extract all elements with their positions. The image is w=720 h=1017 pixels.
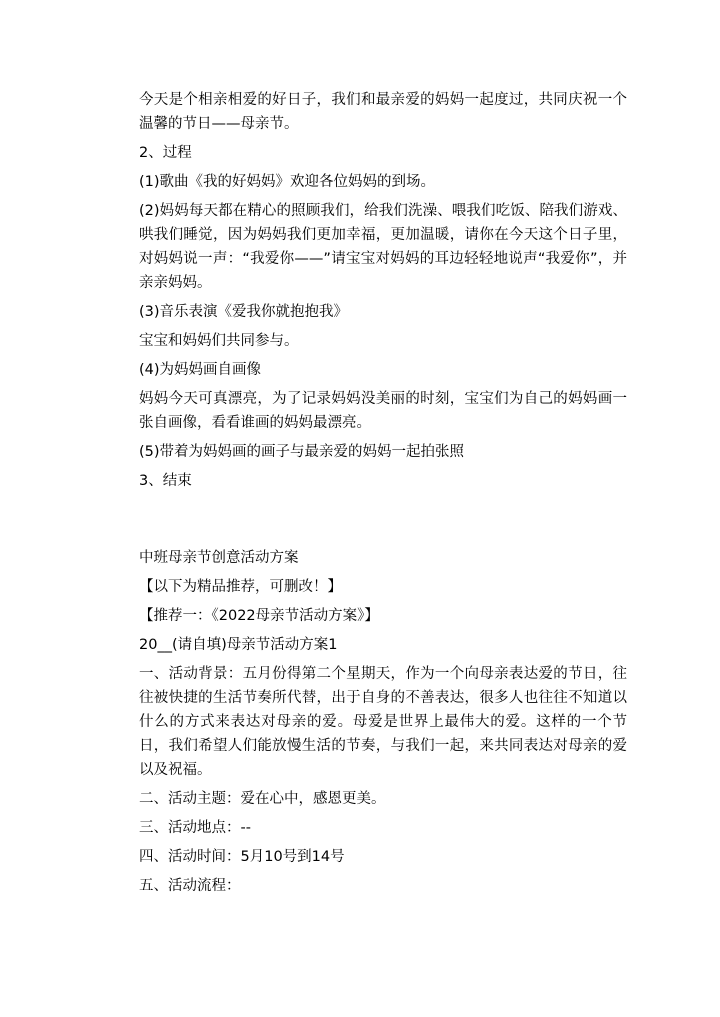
section-title: 中班母亲节创意活动方案 (139, 550, 299, 566)
step-5: (5)带着为妈妈画的画子与最亲爱的妈妈一起拍张照 (139, 444, 465, 460)
activity-time: 四、活动时间：5月10号到14号 (139, 849, 345, 865)
heading-end: 3、结束 (139, 473, 192, 489)
step-3: (3)音乐表演《爱我你就抱抱我》 (139, 304, 349, 320)
heading-process: 2、过程 (139, 145, 192, 161)
activity-theme: 二、活动主题：爱在心中，感恩更美。 (139, 791, 386, 807)
activity-location: 三、活动地点：-- (139, 820, 251, 836)
activity-flow: 五、活动流程： (139, 878, 241, 894)
step-1: (1)歌曲《我的好妈妈》欢迎各位妈妈的到场。 (139, 174, 436, 190)
step-4: (4)为妈妈画自画像 (139, 362, 262, 378)
section-spacer (139, 498, 627, 546)
recommend-title: 【推荐一：《2022母亲节活动方案》】 (139, 608, 379, 624)
step-3-detail: 宝宝和妈妈们共同参与。 (139, 333, 299, 349)
step-2: (2)妈妈每天都在精心的照顾我们，给我们洗澡、喂我们吃饭、陪我们游戏、哄我们睡觉，因为妈妈我们更加幸福，更加温暖，请你在今天这个日子里，对妈妈说一声：“我爱你——”请宝宝对妈妈的耳边轻轻地说声“我爱你”，并亲亲妈妈。 (139, 203, 627, 291)
step-4-detail: 妈妈今天可真漂亮，为了记录妈妈没美丽的时刻，宝宝们为自己的妈妈画一张自画像，看看谁画的妈妈最漂亮。 (139, 391, 627, 431)
plan-title: 20__(请自填)母亲节活动方案1 (139, 637, 338, 653)
document-body (139, 88, 627, 903)
activity-background: 一、活动背景：五月份得第二个星期天，作为一个向母亲表达爱的节日，往往被快捷的生活节奏所代替，出于自身的不善表达，很多人也往往不知道以什么的方式来表达对母亲的爱。母爱是世界上最伟大的爱。这样的一个节日，我们希望人们能放慢生活的节奏，与我们一起，来共同表达对母亲的爱以及祝福。 (139, 666, 627, 778)
intro-paragraph: 今天是个相亲相爱的好日子，我们和最亲爱的妈妈一起度过，共同庆祝一个温馨的节日——母亲节。 (139, 92, 627, 132)
recommend-note: 【以下为精品推荐，可删改！】 (139, 579, 342, 595)
